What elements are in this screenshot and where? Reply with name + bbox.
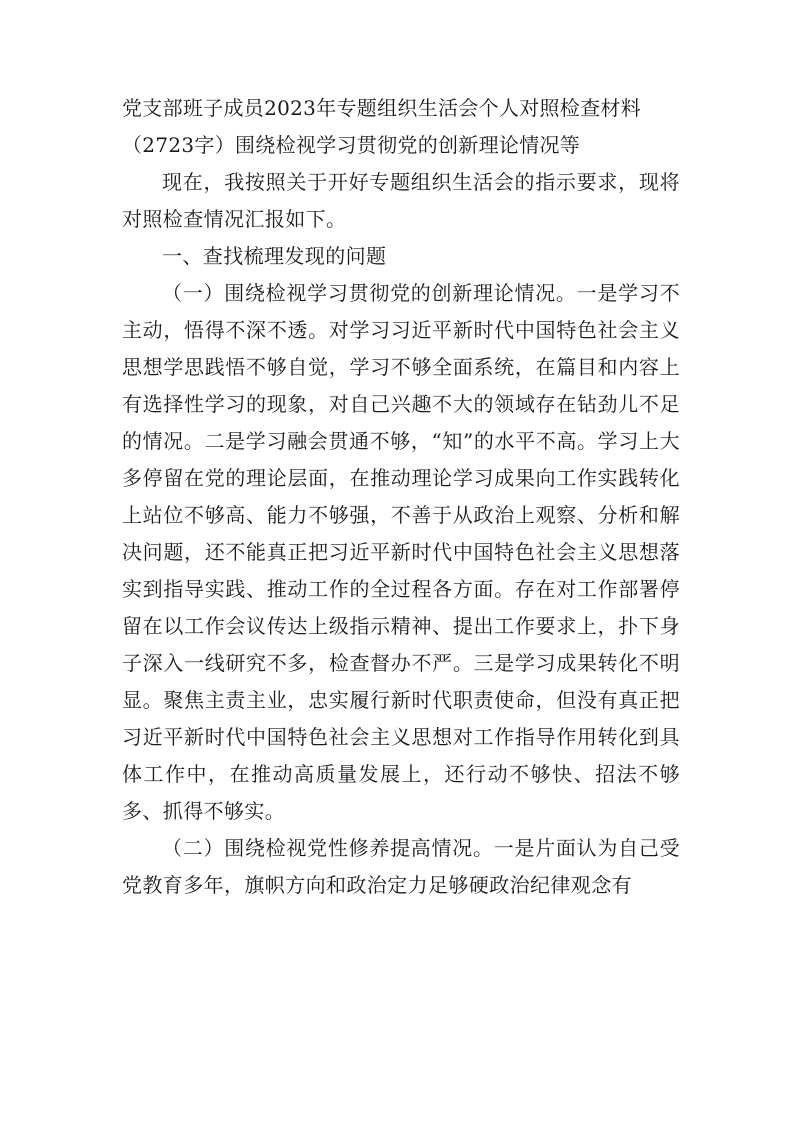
document-title: 党支部班子成员2023年专题组织生活会个人对照检查材料（2723字）围绕检视学习贯彻党的创新理论情况等	[122, 96, 641, 157]
intro-paragraph: 现在，我按照关于开好专题组织生活会的指示要求，现将对照检查情况汇报如下。	[122, 170, 680, 231]
paragraph-item-2: （二）围绕检视党性修养提高情况。一是片面认为自己受党教育多年，旗帜方向和政治定力足够硬政治纪律观念有	[122, 836, 680, 897]
document-body	[122, 90, 680, 904]
section-heading-1: 一、查找梳理发现的问题	[162, 244, 387, 268]
paragraph-item-1: （一）围绕检视学习贯彻党的创新理论情况。一是学习不主动，悟得不深不透。对学习习近平新时代中国特色社会主义思想学思践悟不够自觉，学习不够全面系统，在篇目和内容上有选择性学习的现象，对自己兴趣不大的领域存在钻劲儿不足的情况。二是学习融会贯通不够，“知”的水平不高。学习上大多停留在党的理论层面，在推动理论学习成果向工作实践转化上站位不够高、能力不够强，不善于从政治上观察、分析和解决问题，还不能真正把习近平新时代中国特色社会主义思想落实到指导实践、推动工作的全过程各方面。存在对工作部署停留在以工作会议传达上级指示精神、提出工作要求上，扑下身子深入一线研究不多，检查督办不严。三是学习成果转化不明显。聚焦主责主业，忠实履行新时代职责使命，但没有真正把习近平新时代中国特色社会主义思想对工作指导作用转化到具体工作中，在推动高质量发展上，还行动不够快、招法不够多、抓得不够实。	[122, 281, 680, 823]
